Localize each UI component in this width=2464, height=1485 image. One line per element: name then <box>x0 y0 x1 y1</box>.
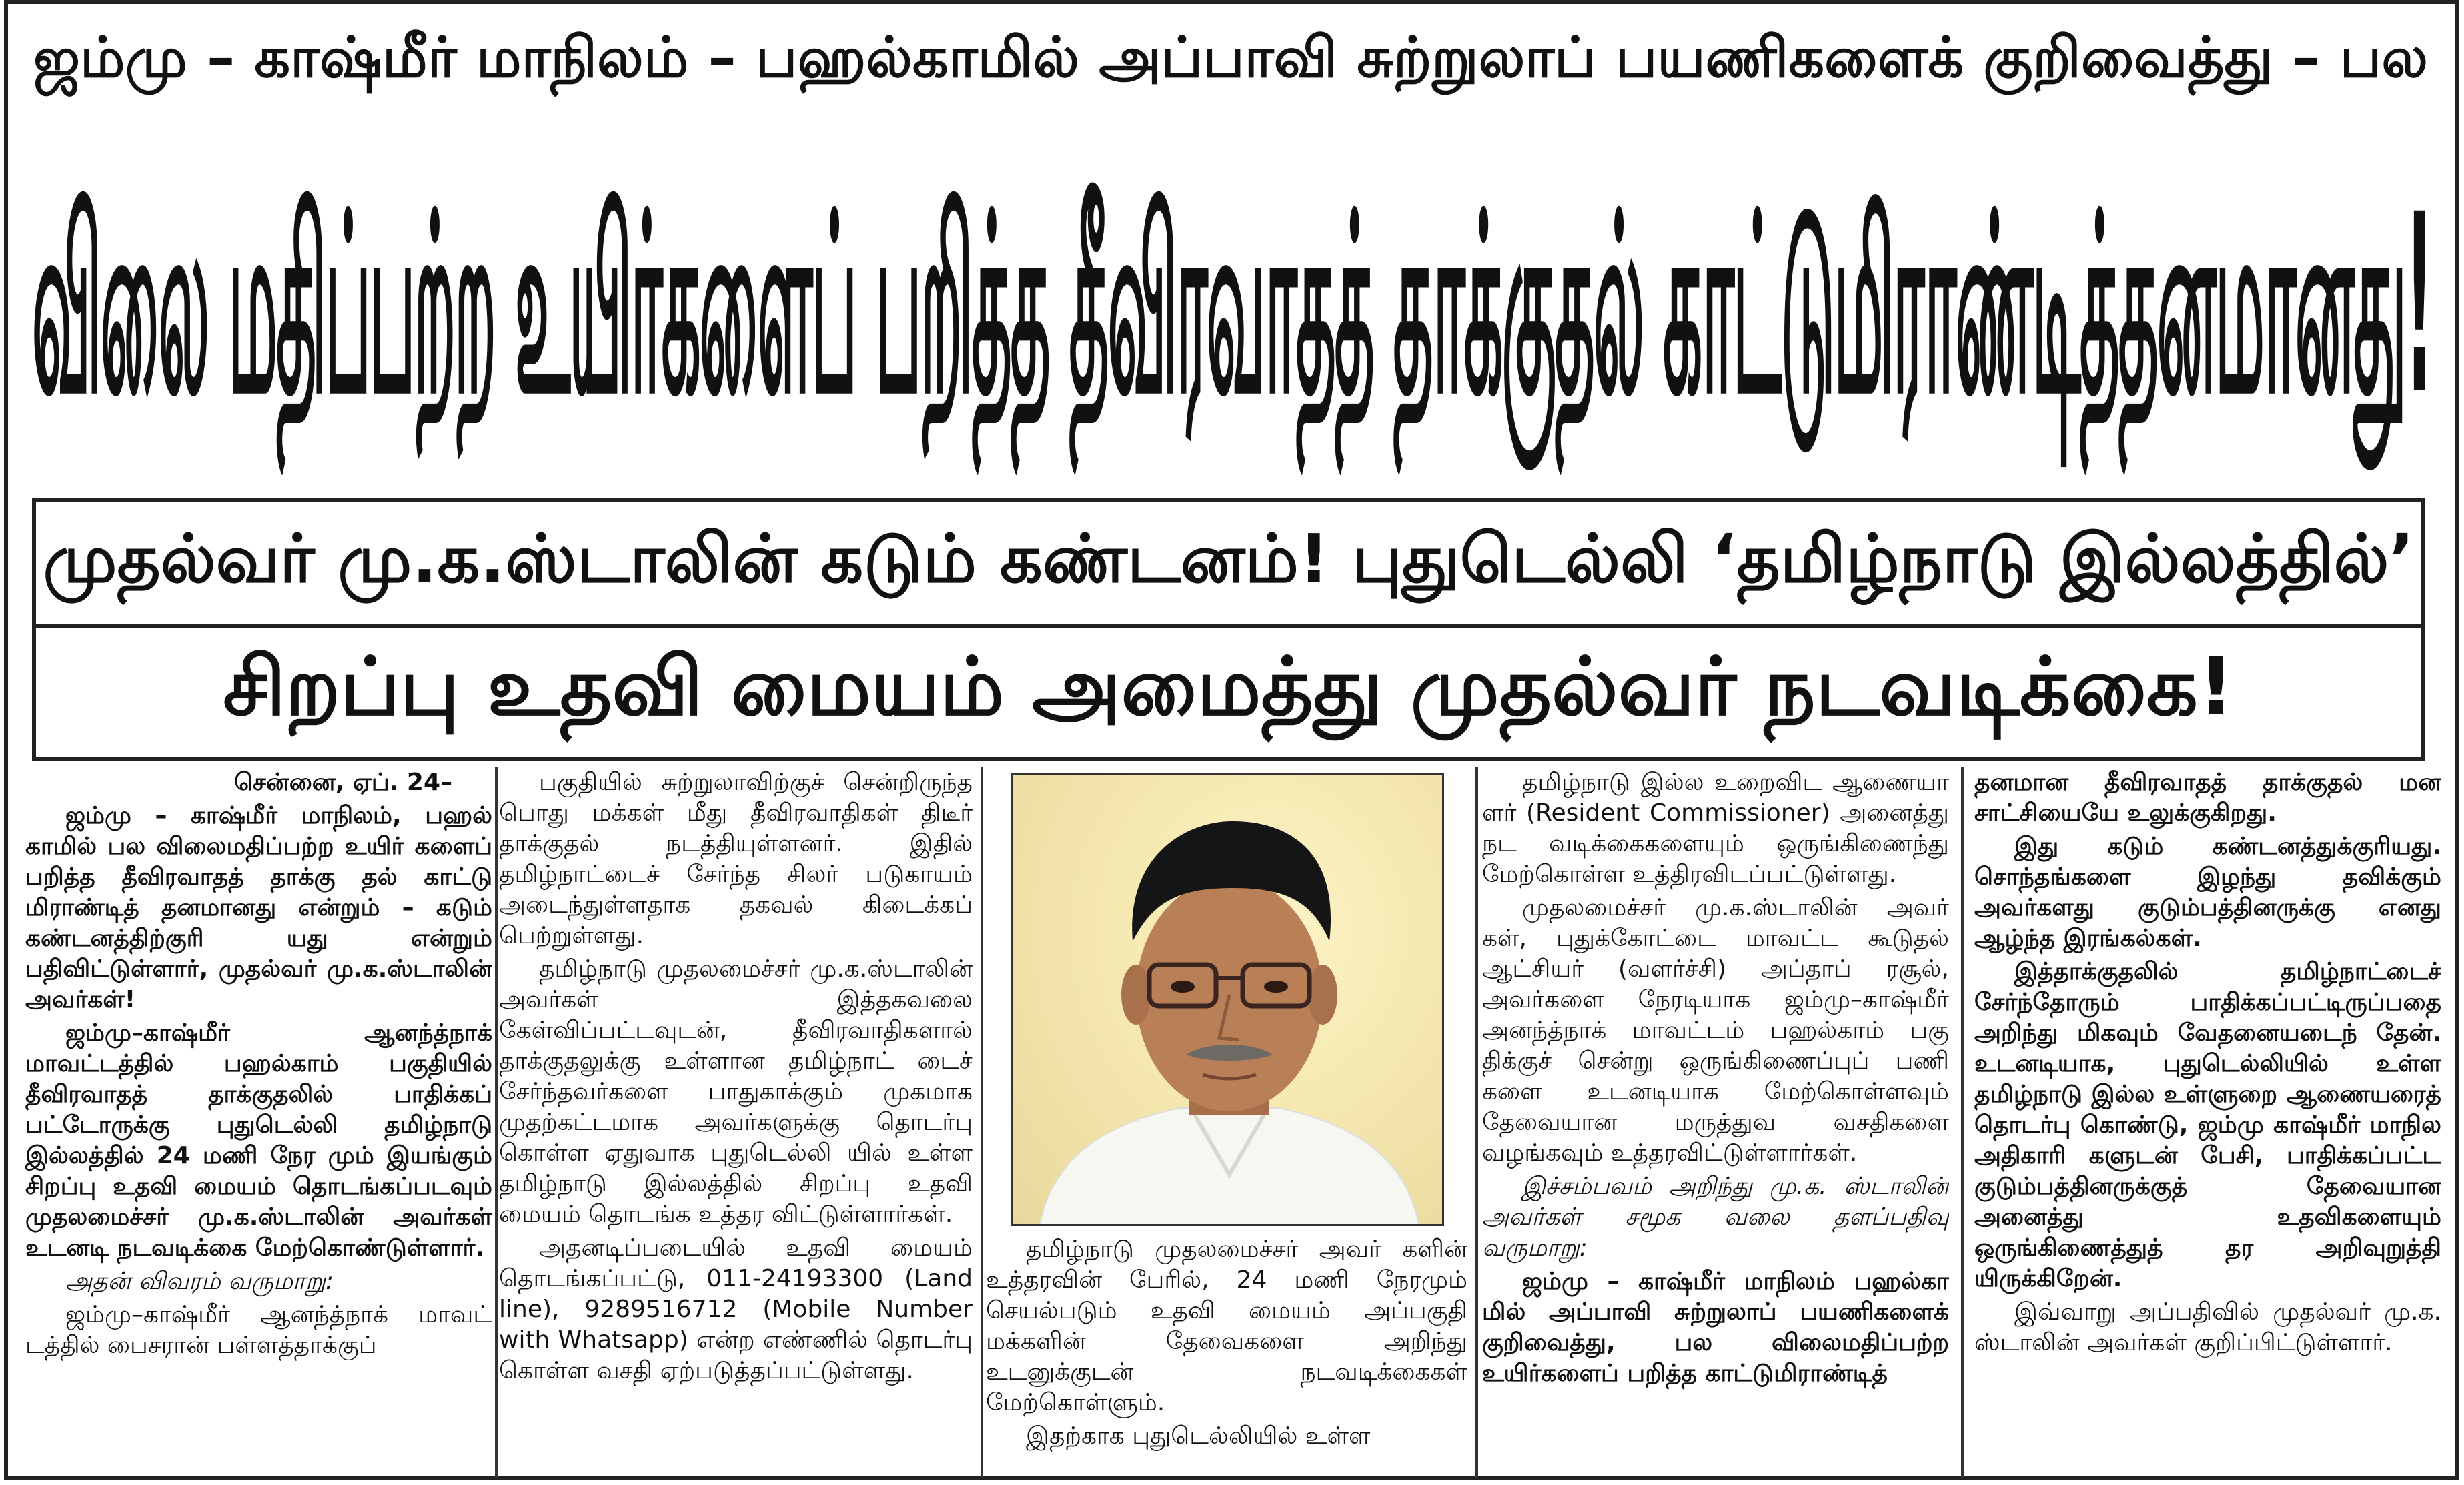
article-paragraph: முதலமைச்சர் மு.க.ஸ்டாலின் அவர் கள், புதுக்கோட்டை மாவட்ட கூடுதல் ஆட்சியர் (வளர்ச்சி) அப்தாப் ரசூல், அவர்களை நேரடியாக ஜம்மு–காஷ்மீர் அனந்த்நாக் மாவட்டம் பஹல்காம் பகு திக்குச் சென்று ஒருங்கிணைப்புப் பணி களை உடனடியாக மேற்கொள்ளவும் தேவையான மருத்துவ வசதிகளை வழங்கவும் உத்தரவிட்டுள்ளார்கள். <box>1482 894 1949 1167</box>
subheadline-box <box>32 498 2425 761</box>
article-paragraph: ஜம்மு–காஷ்மீர் ஆனந்த்நாக் மாவட்டத்தில் பஹல்காம் பகுதியில் தீவிரவாதத் தாக்குதலில் பாதிக்கப் பட்டோருக்கு புதுடெல்லி தமிழ்நாடு இல்லத்தில் 24 மணி நேர மும் இயங்கும் சிறப்பு உதவி மையம் தொடங்கப்படவும் முதலமைச்சர் மு.க.ஸ்டாலின் அவர்கள் உடனடி நடவடிக்கை மேற்கொண்டுள்ளார். <box>25 1019 492 1262</box>
article-paragraph: இது கடும் கண்டனத்துக்குரியது. சொந்தங்களை இழந்து தவிக்கும் அவர்களது குடும்பத்தினருக்கு எனது ஆழ்ந்த இரங்கல்கள். <box>1974 833 2441 952</box>
article-paragraph: இச்சம்பவம் அறிந்து மு.க. ஸ்டாலின் அவர்கள் சமூக வலை தளப்பதிவு வருமாறு: <box>1482 1173 1949 1262</box>
column-rule <box>495 767 498 1478</box>
article-paragraph: இவ்வாறு அப்பதிவில் முதல்வர் மு.க. ஸ்டாலின் அவர்கள் குறிப்பிட்டுள்ளார். <box>1974 1298 2441 1356</box>
article-paragraph: ஜம்மு – காஷ்மீர் மாநிலம், பஹல் காமில் பல விலைமதிப்பற்ற உயிர் களைப் பறித்த தீவிரவாதத் தாக்கு தல் காட்டு மிராண்டித் தனமானது என்றும் – கடும் கண்டனத்திற்குரி யது என்றும் பதிவிட்டுள்ளார், முதல்வர் மு.க.ஸ்டாலின் அவர்கள்! <box>25 802 492 1013</box>
column-rule <box>981 767 983 1478</box>
article-paragraph: ஜம்மு–காஷ்மீர் ஆனந்த்நாக் மாவட் டத்தில் பைசரான் பள்ளத்தாக்குப் <box>25 1301 492 1359</box>
article-paragraph: அதன் விவரம் வருமாறு: <box>65 1268 334 1295</box>
article-paragraph: தமிழ்நாடு முதலமைச்சர் அவர் களின் உத்தரவின் பேரில், 24 மணி நேரமும் செயல்படும் உதவி மையம் அப்பகுதி மக்களின் தேவைகளை அறிந்து உடனுக்குடன் நடவடிக்கைகள் மேற்கொள்ளும். <box>986 1235 1467 1416</box>
article-column-4 <box>1482 767 1949 1474</box>
article-paragraph: தமிழ்நாடு இல்ல உறைவிட ஆணையா ளர் (Resident Commissioner) அனைத்து நட வடிக்கைகளையும் ஒருங்கிணைந்து மேற்கொள்ள உத்திரவிடப்பட்டுள்ளது. <box>1482 769 1949 888</box>
column-rule <box>1475 767 1478 1478</box>
portrait-photo <box>1011 773 1444 1226</box>
article-paragraph: இத்தாக்குதலில் தமிழ்நாட்டைச் சேர்ந்தோரும் பாதிக்கப்பட்டிருப்பதை அறிந்து மிகவும் வேதனையடைந் தேன். உடனடியாக, புதுடெல்லியில் உள்ள தமிழ்நாடு இல்ல உள்ளுறை ஆணையரைத் தொடர்பு கொண்டு, ஜம்மு காஷ்மீர் மாநில அதிகாரி களுடன் பேசி, பாதிக்கப்பட்ட குடும்பத்தினருக்குத் தேவையான அனைத்து உதவிகளையும் ஒருங்கிணைத்துத் தர அறிவுறுத்தி யிருக்கிறேன். <box>1974 958 2441 1292</box>
article-column-2 <box>499 767 973 1474</box>
subheadline-line-2: சிறப்பு உதவி மையம் அமைத்து முதல்வர் நடவடிக்கை! <box>223 641 2235 734</box>
article-paragraph: தனமான தீவிரவாதத் தாக்குதல் மன சாட்சியையே உலுக்குகிறது. <box>1974 769 2441 827</box>
kicker-headline: ஜம்மு – காஷ்மீர் மாநிலம் – பஹல்காமில் அப்பாவி சுற்றுலாப் பயணிகளைக் குறிவைத்து – பல <box>33 25 2428 90</box>
subheadline-line-1: முதல்வர் மு.க.ஸ்டாலின் கடும் கண்டனம்! புதுடெல்லி ‘தமிழ்நாடு இல்லத்தில்’ <box>36 502 2421 628</box>
article-column-5 <box>1974 767 2441 1474</box>
main-headline <box>7 120 2457 494</box>
main-headline-text: விலை மதிப்பற்ற உயிர்களைப் பறித்த தீவிரவாதத் தாக்குதல் காட்டுமிராண்டித்தனமானது! <box>32 163 2432 448</box>
column-rule <box>1961 767 1964 1478</box>
article-column-3 <box>986 1234 1467 1474</box>
article-column-1 <box>25 767 492 1474</box>
article-paragraph: ஜம்மு – காஷ்மீர் மாநிலம் பஹல்கா மில் அப்பாவி சுற்றுலாப் பயணிகளைக் குறிவைத்து, பல விலைமதிப்பற்ற உயிர்களைப் பறித்த காட்டுமிராண்டித் <box>1482 1268 1949 1387</box>
article-paragraph: தமிழ்நாடு முதலமைச்சர் மு.க.ஸ்டாலின் அவர்கள் இத்தகவலை கேள்விப்பட்டவுடன், தீவிரவாதிகளால் தாக்குதலுக்கு உள்ளான தமிழ்நாட் டைச் சேர்ந்தவர்களை பாதுகாக்கும் முகமாக முதற்கட்டமாக அவர்களுக்கு தொடர்பு கொள்ள ஏதுவாக புதுடெல்லி யில் உள்ள தமிழ்நாடு இல்லத்தில் சிறப்பு உதவி மையம் தொடங்க உத்தர விட்டுள்ளார்கள். <box>499 955 973 1228</box>
article-paragraph: பகுதியில் சுற்றுலாவிற்குச் சென்றிருந்த பொது மக்கள் மீது தீவிரவாதிகள் திடீர் தாக்குதல் நடத்தியுள்ளனர். இதில் தமிழ்நாட்டைச் சேர்ந்த சிலர் படுகாயம் அடைந்துள்ளதாக தகவல் கிடைக்கப் பெற்றுள்ளது. <box>499 769 973 949</box>
article-paragraph: சென்னை, ஏப். 24– <box>233 769 452 796</box>
article-paragraph: இதற்காக புதுடெல்லியில் உள்ள <box>1026 1422 1371 1450</box>
portrait-illustration <box>1013 775 1444 1226</box>
article-paragraph: அதனடிப்படையில் உதவி மையம் தொடங்கப்பட்டு, 011-24193300 (Land line), 9289516712 (Mobile Number with Whatsapp) என்ற எண்ணில் தொடர்பு கொள்ள வசதி ஏற்படுத்தப்பட்டுள்ளது. <box>499 1234 973 1384</box>
